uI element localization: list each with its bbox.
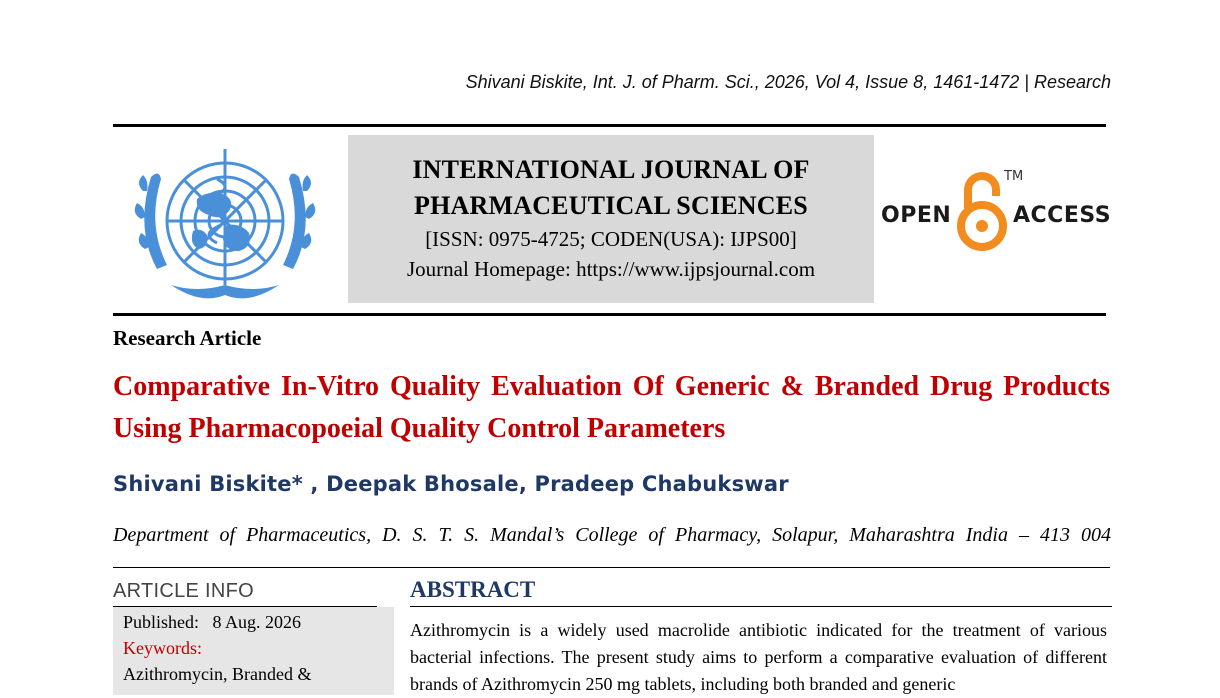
header-top-rule: [113, 124, 1106, 127]
un-emblem-icon: [127, 139, 323, 307]
header-bottom-rule: [113, 313, 1106, 316]
abstract-text: Azithromycin is a widely used macrolide antibiotic indicated for the treatment of various bacterial infections. The present study aims to perform a comparative evaluation of different brands of Azithromycin 250 mg tablets, including both branded and generic: [410, 620, 1107, 694]
trademark-label: TM: [1004, 169, 1024, 184]
open-access-lock-icon: [954, 168, 1010, 252]
journal-issn: [ISSN: 0975-4725; CODEN(USA): IJPS00]: [425, 227, 797, 251]
citation-header: Shivani Biskite, Int. J. of Pharm. Sci., 2026, Vol 4, Issue 8, 1461-1472 | Research: [465, 72, 1111, 92]
article-type: Research Article: [113, 326, 262, 350]
journal-homepage: Journal Homepage: https://www.ijpsjournal.com: [406, 257, 816, 281]
keywords-value: Azithromycin, Branded &: [123, 664, 312, 684]
open-access-access-label: ACCESS: [1013, 203, 1112, 228]
open-access-open-label: OPEN: [881, 203, 952, 228]
author-affiliation: Department of Pharmaceutics, D. S. T. S. Mandal’s College of Pharmacy, Solapur, Maharashtra India – 413 004: [113, 524, 1111, 546]
journal-title-line1: INTERNATIONAL JOURNAL OF: [412, 155, 810, 184]
article-info-heading: ARTICLE INFO: [113, 580, 255, 602]
paper-title: Comparative In-Vitro Quality Evaluation Of Generic & Branded Drug Products Using Pharmacopoeial Quality Control Parameters: [113, 371, 1110, 444]
author-list: Shivani Biskite* , Deepak Bhosale, Pradeep Chabukswar: [113, 472, 789, 496]
affiliation-rule: [113, 567, 1110, 568]
published-date: Published: 8 Aug. 2026: [123, 612, 302, 632]
abstract-heading: ABSTRACT: [410, 577, 536, 602]
journal-title-line2: PHARMACEUTICAL SCIENCES: [414, 191, 808, 220]
keywords-label: Keywords:: [123, 638, 202, 658]
abstract-rule: [410, 606, 1112, 607]
article-info-box: [113, 607, 394, 695]
journal-masthead: [348, 135, 874, 303]
open-access-logo: [880, 160, 1110, 260]
